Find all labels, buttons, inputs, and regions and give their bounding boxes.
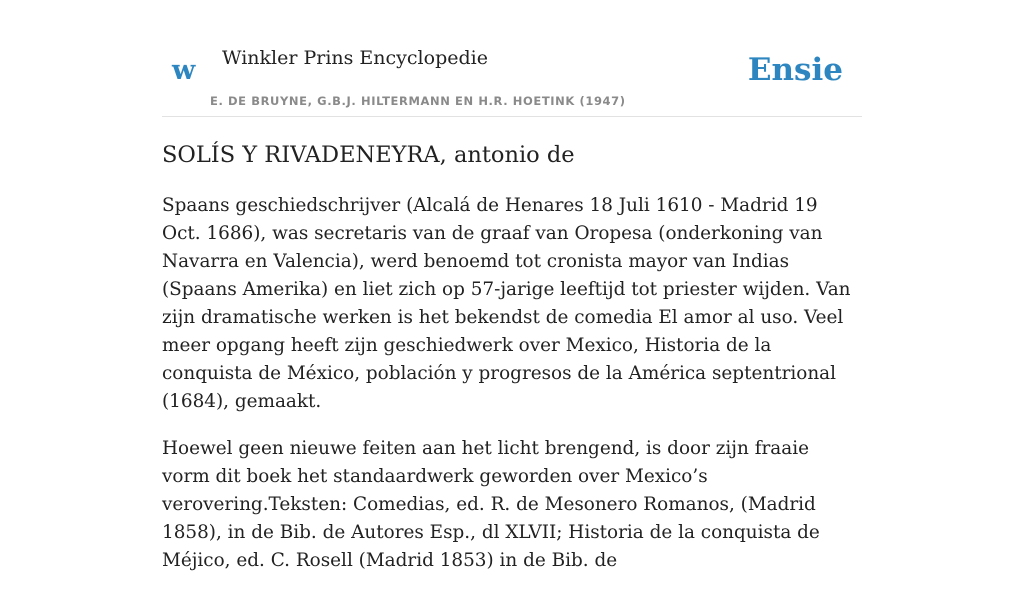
brand-logo[interactable]: Ensie [747, 52, 843, 88]
entry-body [162, 192, 862, 594]
entry-paragraph: Spaans geschiedschrijver (Alcalá de Henares 18 Juli 1610 - Madrid 19 Oct. 1686), was secretaris van de graaf van Oropesa (onderkoning van Navarra en Valencia), werd benoemd tot cronista mayor van Indias (Spaans Amerika) en liet zich op 57-jarige leeftijd tot priester wijden. Van zijn dramatische werken is het bekendst de comedia El amor al uso. Veel meer opgang heeft zijn geschiedwerk over Mexico, Historia de la conquista de México, población y progresos de la América septentrional (1684), gemaakt. [162, 195, 851, 412]
source-logo[interactable]: w [172, 55, 196, 86]
entry-title: SOLÍS Y RIVADENEYRA, antonio de [162, 142, 575, 168]
entry-paragraph: Hoewel geen nieuwe feiten aan het licht brengend, is door zijn fraaie vorm dit boek het standaardwerk geworden over Mexico’s verovering.Teksten: Comedias, ed. R. de Mesonero Romanos, (Madrid 1858), in de Bib. de Autores Esp., dl XLVII; Historia de la conquista de Méjico, ed. C. Rosell (Madrid 1853) in de Bib. de [162, 438, 820, 571]
source-title: Winkler Prins Encyclopedie [222, 47, 488, 69]
source-authors: E. DE BRUYNE, G.B.J. HILTERMANN EN H.R. HOETINK (1947) [210, 94, 626, 108]
source-header [162, 40, 862, 117]
